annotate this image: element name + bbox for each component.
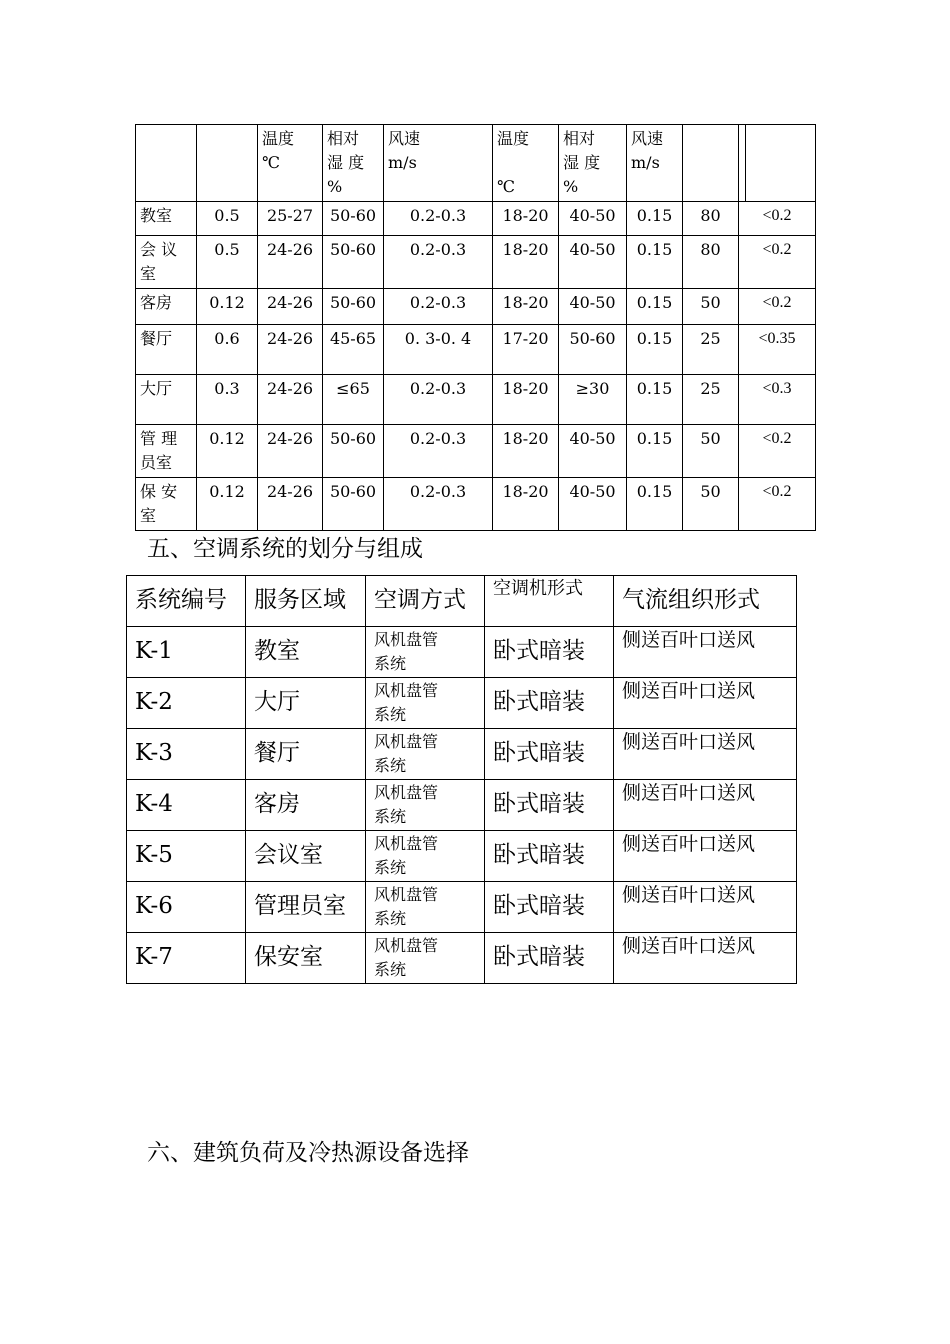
ac-mode-cell: 风机盘管 系统 [366,780,485,831]
service-area-cell: 客房 [246,780,366,831]
table-row [136,325,816,375]
table-row [127,882,797,933]
value-cell: 80 [683,202,739,236]
table-row [136,236,816,289]
header-cell: 风速 m/s [384,125,493,202]
value-cell: 40-50 [559,289,627,325]
value-cell: 0.15 [627,375,683,425]
value-cell: 0.15 [627,289,683,325]
value-cell: 25 [683,325,739,375]
value-cell: 0.12 [197,289,258,325]
airflow-cell: 侧送百叶口送风 [614,933,797,984]
airflow-cell: 侧送百叶口送风 [614,627,797,678]
header-cell: 空调方式 [366,576,485,627]
value-cell: 50-60 [323,236,384,289]
system-id-cell: K-7 [127,933,246,984]
room-name-cell: 保 安 室 [136,478,197,531]
value-cell: 24-26 [258,375,323,425]
value-cell: 25-27 [258,202,323,236]
table-row [127,831,797,882]
value-cell: 0.2-0.3 [384,289,493,325]
value-cell: 0.2-0.3 [384,425,493,478]
table-row [127,729,797,780]
unit-type-cell: 卧式暗装 [485,729,614,780]
header-cell: 气流组织形式 [614,576,797,627]
value-cell: 24-26 [258,325,323,375]
value-cell: 0.6 [197,325,258,375]
value-cell: 50-60 [323,202,384,236]
value-cell: <0.2 [739,202,816,236]
room-name-cell: 餐厅 [136,325,197,375]
value-cell: 50-60 [323,425,384,478]
value-cell: 80 [683,236,739,289]
unit-type-cell: 卧式暗装 [485,627,614,678]
value-cell: 24-26 [258,425,323,478]
room-name-cell: 会 议 室 [136,236,197,289]
value-cell: 0.2-0.3 [384,236,493,289]
unit-type-cell: 卧式暗装 [485,831,614,882]
value-cell: ≤65 [323,375,384,425]
airflow-cell: 侧送百叶口送风 [614,678,797,729]
value-cell: <0.2 [739,236,816,289]
room-name-cell: 管 理 员室 [136,425,197,478]
header-cell: 相对 湿 度 % [559,125,627,202]
value-cell: 0.15 [627,202,683,236]
value-cell: 18-20 [493,478,559,531]
value-cell: 40-50 [559,478,627,531]
value-cell: 40-50 [559,236,627,289]
service-area-cell: 餐厅 [246,729,366,780]
airflow-cell: 侧送百叶口送风 [614,882,797,933]
service-area-cell: 大厅 [246,678,366,729]
service-area-cell: 教室 [246,627,366,678]
section-6-heading: 六、建筑负荷及冷热源设备选择 [147,1140,469,1166]
table-row [127,933,797,984]
value-cell: 0.15 [627,425,683,478]
value-cell: 24-26 [258,289,323,325]
value-cell: 50 [683,425,739,478]
room-name-cell: 教室 [136,202,197,236]
table-row [136,202,816,236]
header-cell: 服务区域 [246,576,366,627]
value-cell: 24-26 [258,236,323,289]
header-cell: 系统编号 [127,576,246,627]
value-cell: 17-20 [493,325,559,375]
table-row [136,375,816,425]
header-cell [683,125,739,202]
value-cell: 50-60 [323,289,384,325]
unit-type-cell: 卧式暗装 [485,933,614,984]
value-cell: <0.2 [739,478,816,531]
value-cell: ≥30 [559,375,627,425]
value-cell: 0.12 [197,478,258,531]
value-cell: 0. 3-0. 4 [384,325,493,375]
ac-mode-cell: 风机盘管 系统 [366,882,485,933]
system-id-cell: K-3 [127,729,246,780]
room-parameters-body [136,125,816,531]
value-cell: 0.15 [627,236,683,289]
system-id-cell: K-2 [127,678,246,729]
table-row [136,289,816,325]
value-cell: <0.35 [739,325,816,375]
table-header-row [127,576,797,627]
value-cell: 50 [683,478,739,531]
value-cell: 45-65 [323,325,384,375]
ac-mode-cell: 风机盘管 系统 [366,678,485,729]
value-cell: 0.3 [197,375,258,425]
value-cell: 0.15 [627,478,683,531]
value-cell: <0.2 [739,425,816,478]
header-cell [136,125,197,202]
system-id-cell: K-1 [127,627,246,678]
system-id-cell: K-5 [127,831,246,882]
value-cell: 0.15 [627,325,683,375]
value-cell: 18-20 [493,202,559,236]
system-id-cell: K-6 [127,882,246,933]
service-area-cell: 会议室 [246,831,366,882]
value-cell: <0.3 [739,375,816,425]
value-cell: 0.12 [197,425,258,478]
table-row [127,678,797,729]
table-row [127,627,797,678]
service-area-cell: 管理员室 [246,882,366,933]
value-cell: 50-60 [323,478,384,531]
value-cell: 25 [683,375,739,425]
header-cell [746,125,816,202]
ac-mode-cell: 风机盘管 系统 [366,831,485,882]
header-cell: 温度 ℃ [258,125,323,202]
room-parameters-table [135,124,816,531]
value-cell: 0.5 [197,236,258,289]
ac-mode-cell: 风机盘管 系统 [366,627,485,678]
value-cell: 18-20 [493,289,559,325]
airflow-cell: 侧送百叶口送风 [614,780,797,831]
header-cell [197,125,258,202]
value-cell: 24-26 [258,478,323,531]
header-cell: 空调机形式 [485,576,614,627]
value-cell: 40-50 [559,202,627,236]
value-cell: 0.5 [197,202,258,236]
value-cell: <0.2 [739,289,816,325]
ac-mode-cell: 风机盘管 系统 [366,933,485,984]
value-cell: 50-60 [559,325,627,375]
unit-type-cell: 卧式暗装 [485,678,614,729]
ac-mode-cell: 风机盘管 系统 [366,729,485,780]
airflow-cell: 侧送百叶口送风 [614,729,797,780]
value-cell: 0.2-0.3 [384,202,493,236]
section-5-heading: 五、空调系统的划分与组成 [147,536,423,562]
service-area-cell: 保安室 [246,933,366,984]
header-cell: 风速 m/s [627,125,683,202]
system-id-cell: K-4 [127,780,246,831]
system-division-body [127,576,797,984]
table-row [136,478,816,531]
table-row [136,425,816,478]
value-cell: 18-20 [493,375,559,425]
table-row [127,780,797,831]
unit-type-cell: 卧式暗装 [485,780,614,831]
room-name-cell: 大厅 [136,375,197,425]
airflow-cell: 侧送百叶口送风 [614,831,797,882]
value-cell: 0.2-0.3 [384,375,493,425]
value-cell: 0.2-0.3 [384,478,493,531]
value-cell: 40-50 [559,425,627,478]
header-cell: 相对 湿 度 % [323,125,384,202]
unit-type-cell: 卧式暗装 [485,882,614,933]
system-division-table [126,575,797,984]
value-cell: 18-20 [493,236,559,289]
room-name-cell: 客房 [136,289,197,325]
header-cell: 温度 ℃ [493,125,559,202]
value-cell: 18-20 [493,425,559,478]
header-cell [739,125,746,202]
value-cell: 50 [683,289,739,325]
table-header-row [136,125,816,202]
